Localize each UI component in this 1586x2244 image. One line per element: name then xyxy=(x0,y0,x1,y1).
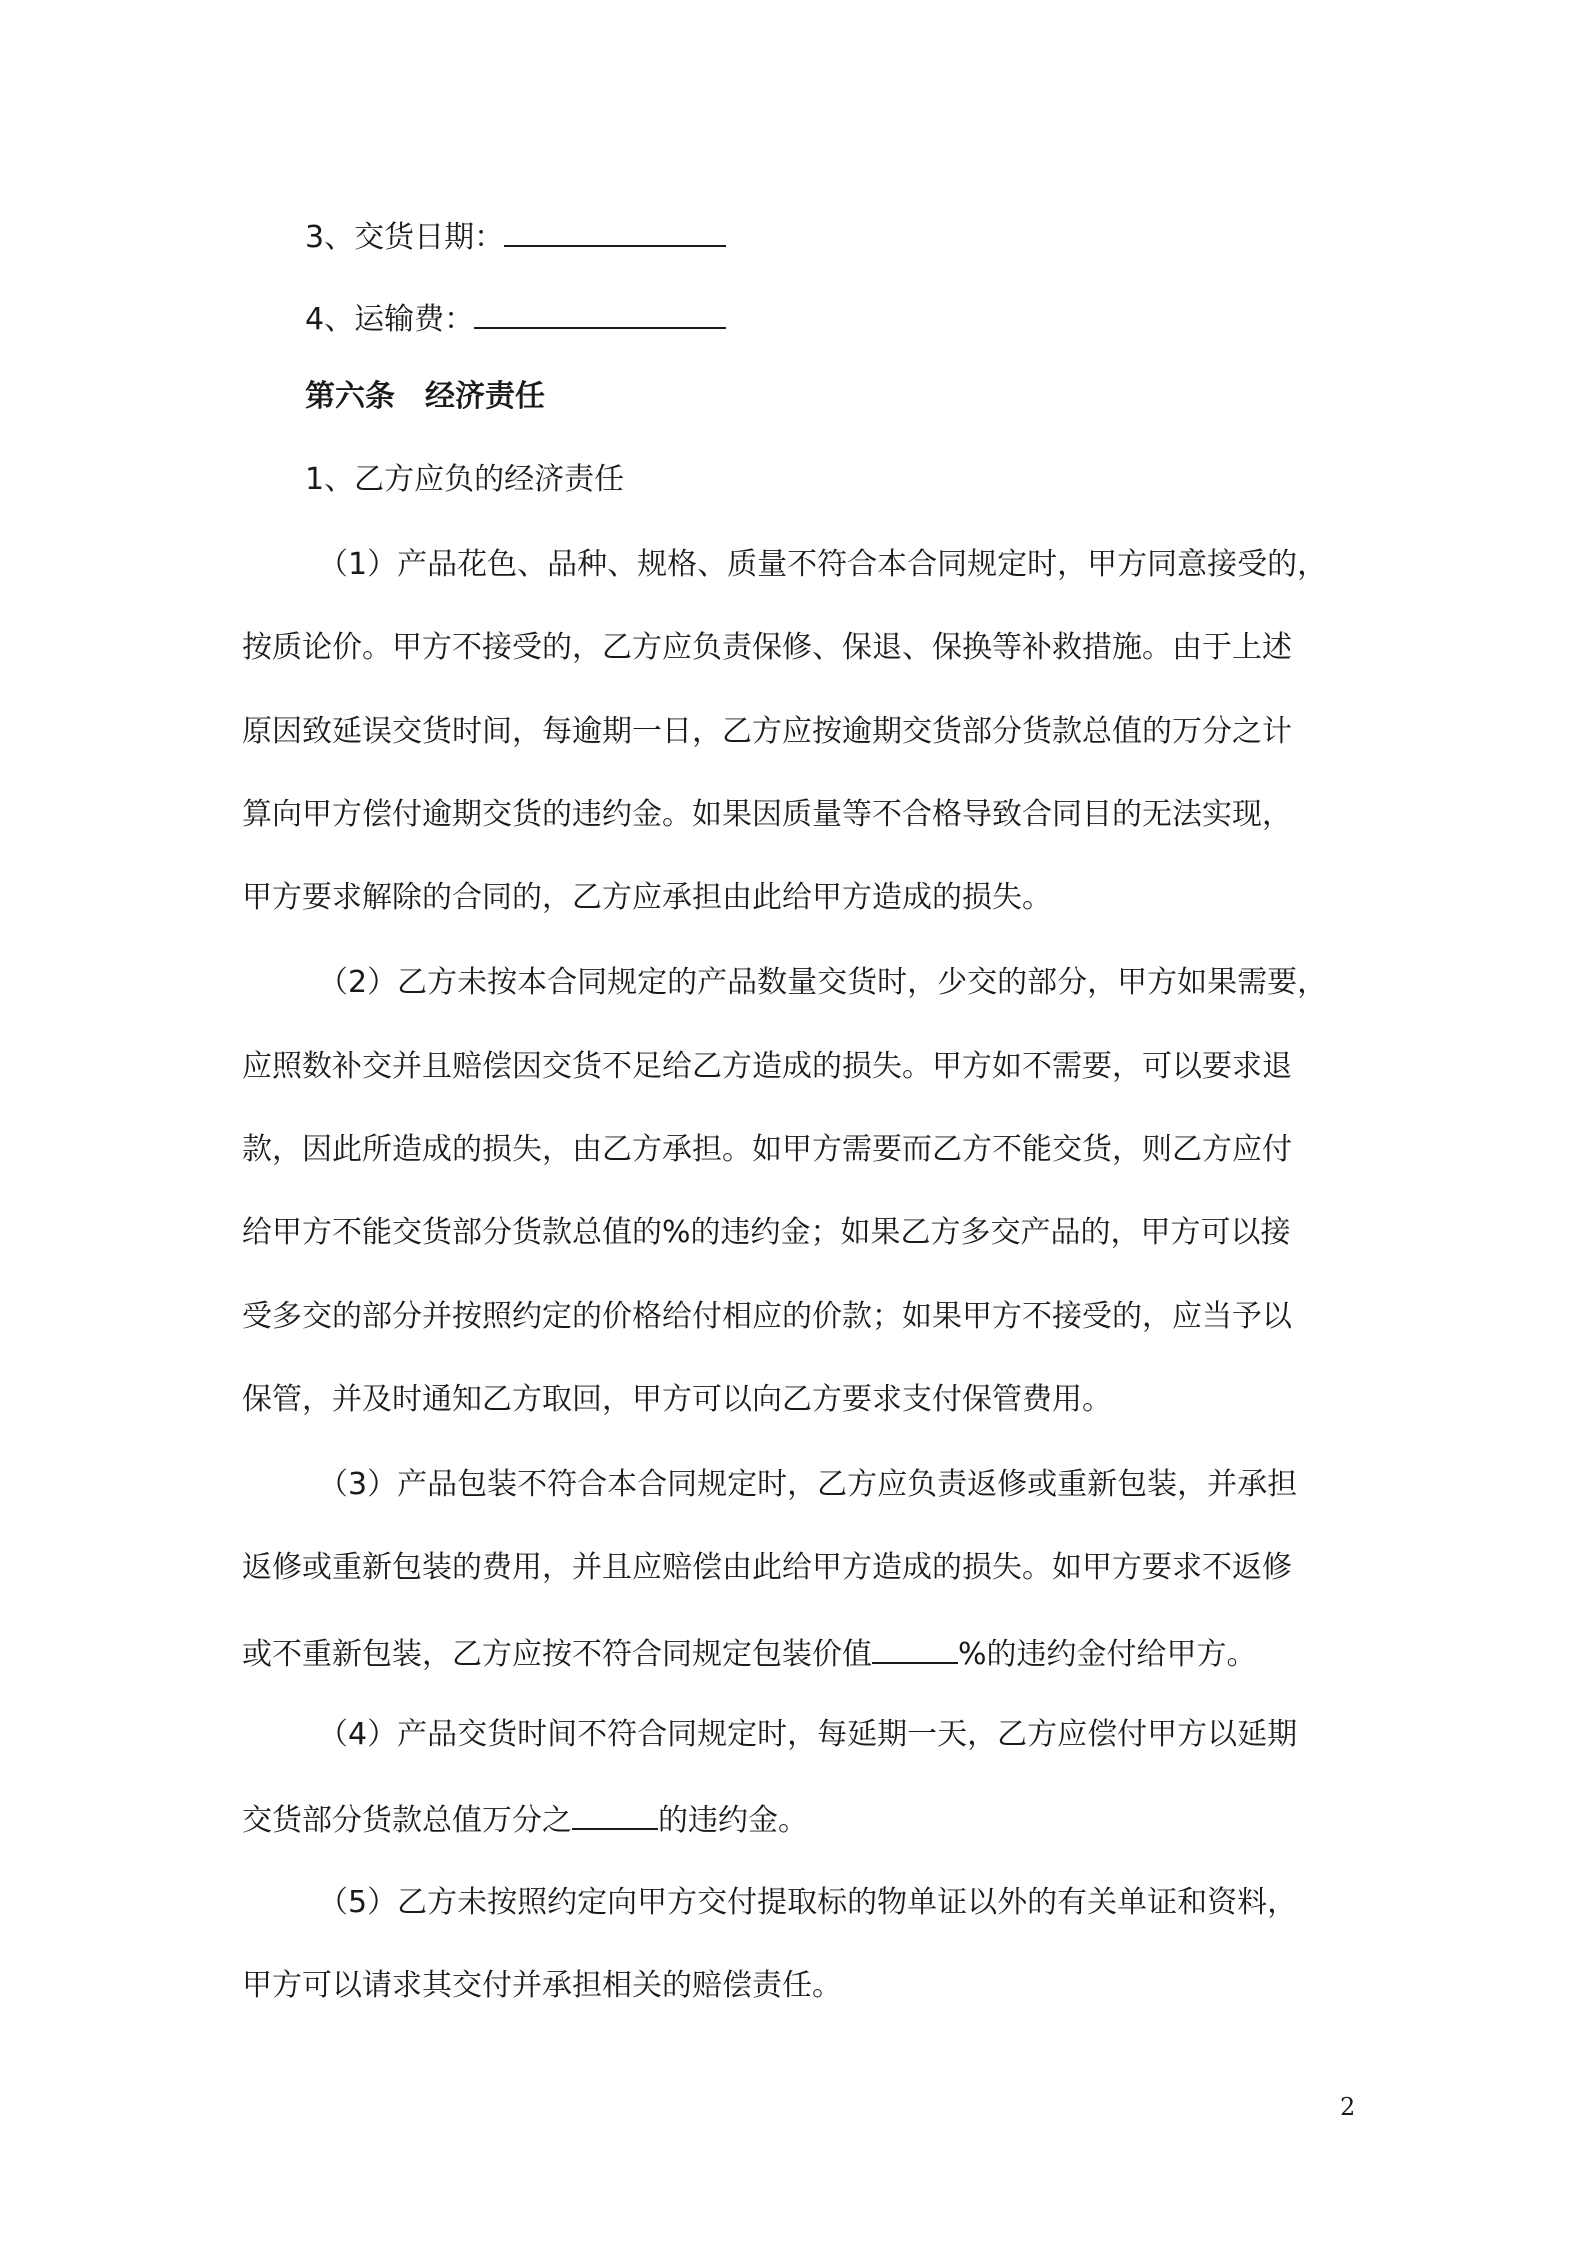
delay-rate-blank xyxy=(572,1798,658,1830)
clause2-line: 给甲方不能交货部分货款总值的%的违约金；如果乙方多交产品的，甲方可以接 xyxy=(242,1215,1291,1250)
clause2-line: 款，因此所造成的损失，由乙方承担。如甲方需要而乙方不能交货，则乙方应付 xyxy=(242,1132,1292,1167)
clause2-line: 受多交的部分并按照约定的价格给付相应的价款；如果甲方不接受的，应当予以 xyxy=(242,1299,1292,1334)
clause5-line: （5）乙方未按照约定向甲方交付提取标的物单证以外的有关单证和资料， xyxy=(318,1885,1298,1920)
clause3-line xyxy=(242,1632,1257,1675)
clause5-line: 甲方可以请求其交付并承担相关的赔偿责任。 xyxy=(242,1968,842,2003)
clause1-line: 算向甲方偿付逾期交货的违约金。如果因质量等不合格导致合同目的无法实现， xyxy=(242,797,1292,832)
clause3-text-before-blank: 或不重新包装，乙方应按不符合同规定包装价值 xyxy=(242,1637,872,1672)
clause2-line: 保管，并及时通知乙方取回，甲方可以向乙方要求支付保管费用。 xyxy=(242,1382,1112,1417)
sub-heading: 1、乙方应负的经济责任 xyxy=(305,462,625,497)
clause3-line: 返修或重新包装的费用，并且应赔偿由此给甲方造成的损失。如甲方要求不返修 xyxy=(242,1550,1292,1585)
packaging-percent-blank xyxy=(872,1632,958,1664)
clause4-line: （4）产品交货时间不符合同规定时，每延期一天，乙方应偿付甲方以延期 xyxy=(318,1717,1298,1752)
clause3-line: （3）产品包装不符合本合同规定时，乙方应负责返修或重新包装，并承担 xyxy=(318,1467,1298,1502)
clause4-text-before-blank: 交货部分货款总值万分之 xyxy=(242,1803,572,1838)
clause4-line xyxy=(242,1798,808,1841)
page-number: 2 xyxy=(1340,2093,1356,2121)
delivery-date-label: 3、交货日期： xyxy=(305,220,505,255)
shipping-fee-item xyxy=(305,297,726,340)
shipping-fee-blank xyxy=(474,297,726,329)
delivery-date-item xyxy=(305,215,726,258)
shipping-fee-label: 4、运输费： xyxy=(305,302,475,337)
delivery-date-blank xyxy=(504,215,726,247)
clause1-line: 按质论价。甲方不接受的，乙方应负责保修、保退、保换等补救措施。由于上述 xyxy=(242,630,1292,665)
clause1-line: 甲方要求解除的合同的，乙方应承担由此给甲方造成的损失。 xyxy=(242,880,1052,915)
clause1-line: （1）产品花色、品种、规格、质量不符合本合同规定时，甲方同意接受的， xyxy=(318,547,1328,582)
clause3-text-after-blank: %的违约金付给甲方。 xyxy=(958,1637,1257,1672)
clause2-line: （2）乙方未按本合同规定的产品数量交货时，少交的部分，甲方如果需要， xyxy=(318,965,1328,1000)
article-heading: 第六条 经济责任 xyxy=(305,379,545,414)
clause2-line: 应照数补交并且赔偿因交货不足给乙方造成的损失。甲方如不需要，可以要求退 xyxy=(242,1049,1292,1084)
clause1-line: 原因致延误交货时间，每逾期一日，乙方应按逾期交货部分货款总值的万分之计 xyxy=(242,714,1292,749)
clause4-text-after-blank: 的违约金。 xyxy=(658,1803,808,1838)
